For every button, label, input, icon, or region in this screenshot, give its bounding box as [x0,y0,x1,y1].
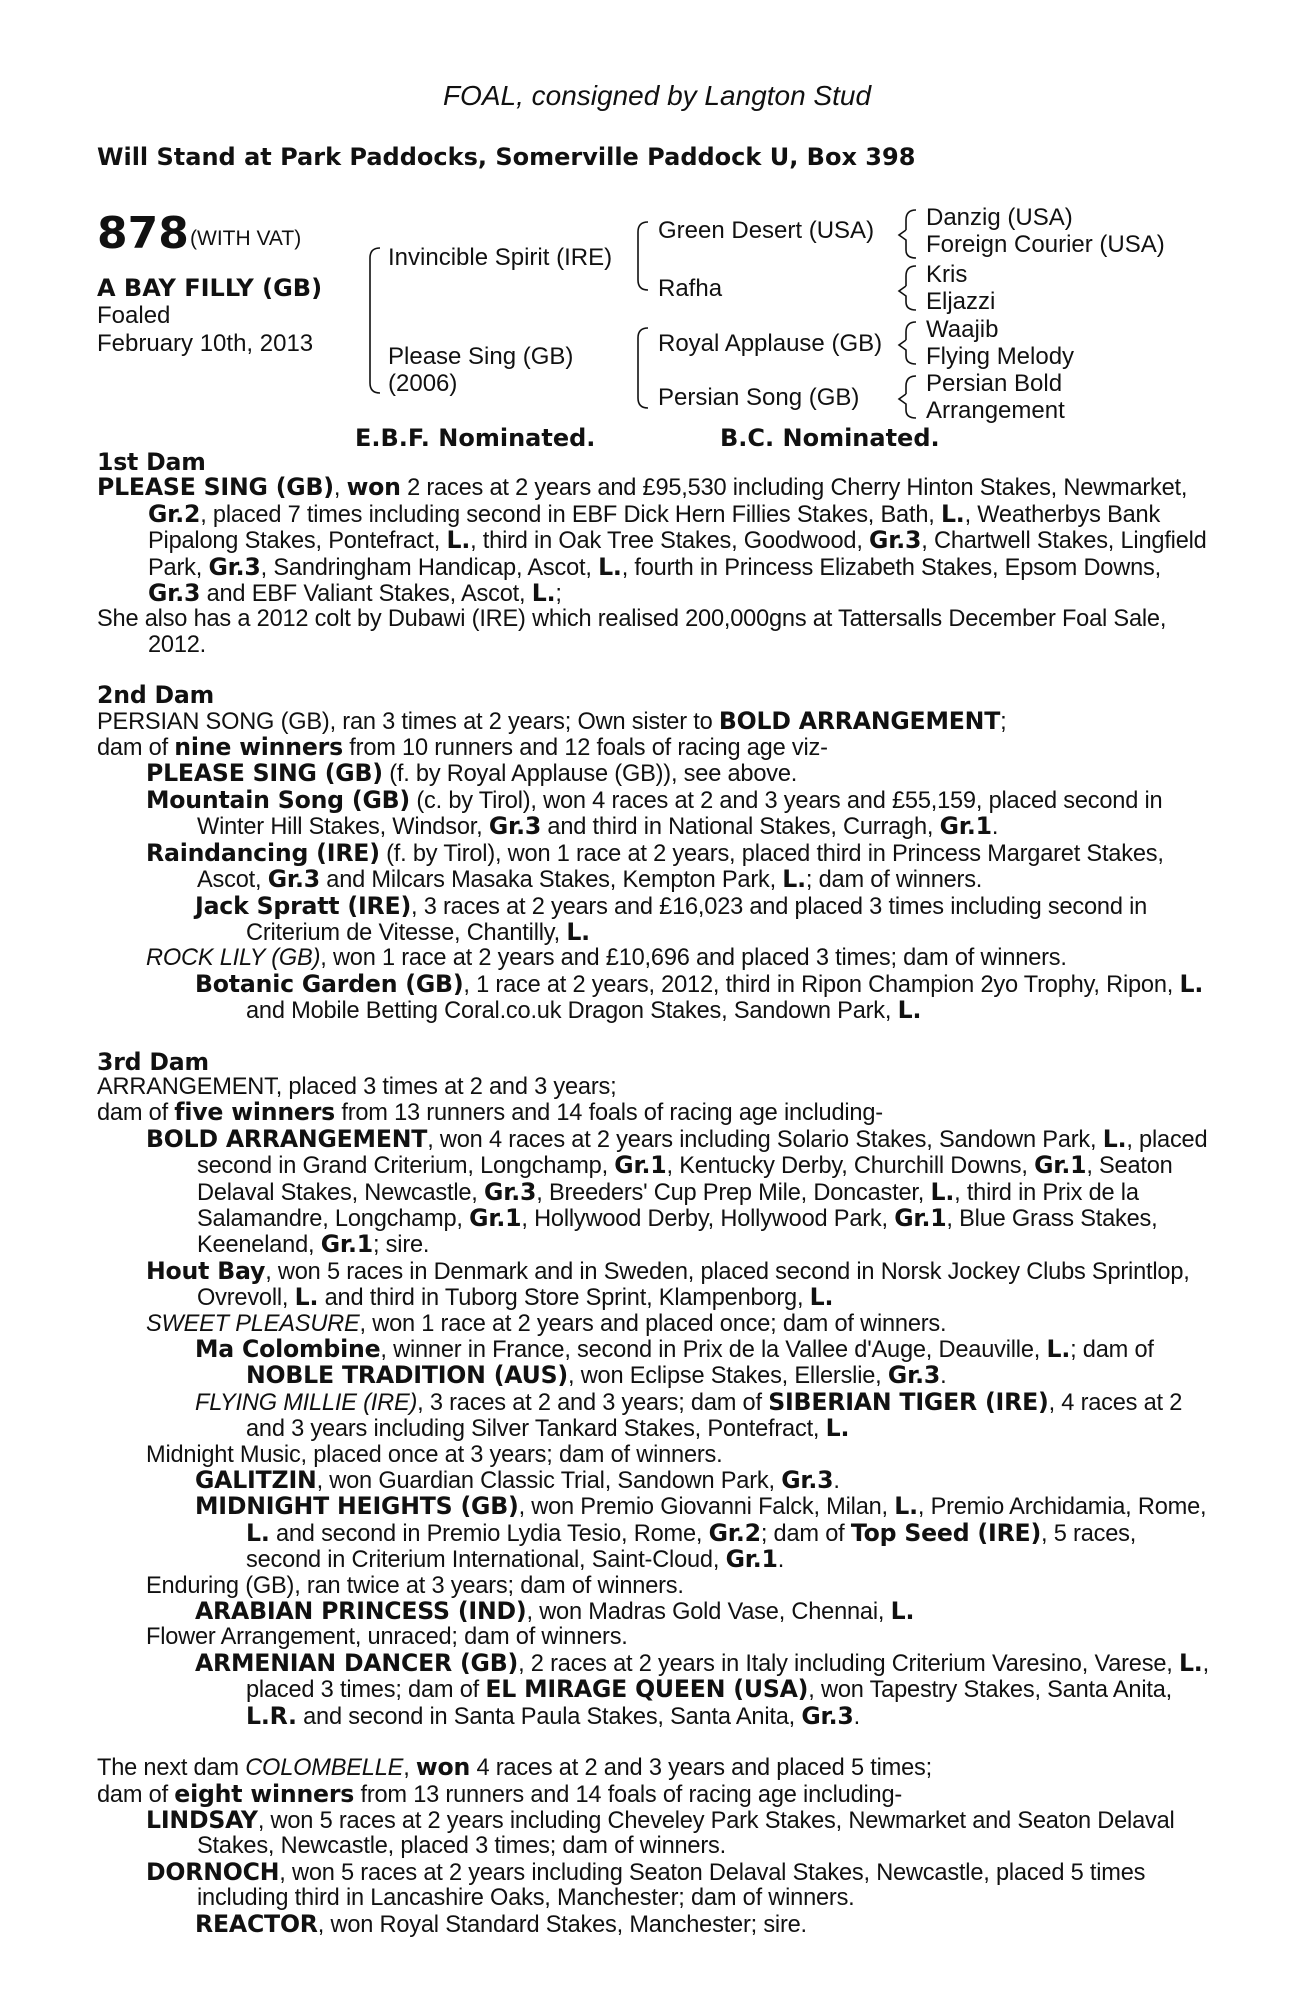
pedigree-ddd: Arrangement [926,397,1065,424]
bracket-sire-parents [638,222,648,290]
produce-record: GALITZIN, won Guardian Classic Trial, Sandown Park, Gr.3. [195,1466,840,1495]
pedigree-sire-dam: Rafha [658,275,723,302]
produce-record: LINDSAY, won 5 races at 2 years including Cheveley Park Stakes, Newmarket and Seaton Delaval Stakes, Newcastle, placed 3 times; dam of winners. [146,1805,1175,1860]
bc-nominated: B.C. Nominated. [720,424,940,452]
ebf-nominated: E.B.F. Nominated. [355,424,596,452]
produce-record: PLEASE SING (GB) (f. by Royal Applause (GB)), see above. [146,759,798,788]
produce-record: MIDNIGHT HEIGHTS (GB), won Premio Giovanni Falck, Milan, L., Premio Archidamia, Rome, L. and second in Premio Lydia Tesio, Rome, Gr.2; dam of Top Seed (IRE), 5 races, second in Criterium International, Saint-Cloud, Gr.1. [195,1492,1207,1574]
pedigree-brackets [0,0,1314,460]
produce-record: Botanic Garden (GB), 1 race at 2 years, 2012, third in Ripon Champion 2yo Trophy, Ripon, L. and Mobile Betting Coral.co.uk Dragon Stakes, Sandown Park, L. [195,969,1204,1025]
produce-record: ARMENIAN DANCER (GB), 2 races at 2 years in Italy including Criterium Varesino, Varese, L., placed 3 times; dam of EL MIRAGE QUEEN (USA), won Tapestry Stakes, Santa Anita, L.R. and second in Santa Paula Stakes, Santa Anita, Gr.3. [195,1648,1209,1730]
produce-record: BOLD ARRANGEMENT, won 4 races at 2 years including Solario Stakes, Sandown Park, L., placed second in Grand Criterium, Longchamp, Gr.1, Kentucky Derby, Churchill Downs, Gr.1, Seaton Delaval Stakes, Newcastle, Gr.3, Breeders' Cup Prep Mile, Doncaster, L., third in Prix de la Salamandre, Longchamp, Gr.1, Hollywood Derby, Hollywood Park, Gr.1, Blue Grass Stakes, Keeneland, Gr.1; sire. [146,1124,1208,1259]
vat-label: (WITH VAT) [190,227,302,250]
produce-record: ROCK LILY (GB), won 1 race at 2 years and £10,696 and placed 3 times; dam of winners. [146,945,1067,972]
catalogue-body [97,450,1217,1938]
pedigree-dss: Waajib [926,316,999,343]
dam-record: dam of eight winners from 13 runners and 14 foals of racing age including- [97,1779,903,1808]
bracket-green-desert [899,210,916,258]
pedigree-sss: Danzig (USA) [926,204,1073,231]
pedigree-dam-sire: Royal Applause (GB) [658,330,883,357]
pedigree-dam-year: (2006) [388,370,458,397]
dam-record: ARRANGEMENT, placed 3 times at 2 and 3 years; [97,1073,617,1100]
stand-location: Will Stand at Park Paddocks, Somerville Paddock U, Box 398 [97,143,916,171]
produce-record: Enduring (GB), ran twice at 3 years; dam of winners. [146,1572,684,1599]
bracket-rafha [899,266,916,310]
foaled-label: Foaled [97,302,171,329]
dam-record: dam of five winners from 13 runners and 14 foals of racing age including- [97,1098,883,1127]
produce-record: Hout Bay, won 5 races in Denmark and in Sweden, placed second in Norsk Jockey Clubs Sprintlop, Ovrevoll, L. and third in Tuborg Store Sprint, Klampenborg, L. [146,1256,1190,1312]
section-heading: 3rd Dam [97,1047,209,1076]
dam-record: dam of nine winners from 10 runners and 12 foals of racing age viz- [97,733,828,762]
produce-record: REACTOR, won Royal Standard Stakes, Manchester; sire. [195,1909,807,1938]
produce-record: Mountain Song (GB) (c. by Tirol), won 4 races at 2 and 3 years and £55,159, placed second in Winter Hill Stakes, Windsor, Gr.3 and third in National Stakes, Curragh, Gr.1. [146,785,1163,841]
produce-record: Jack Spratt (IRE), 3 races at 2 years and £16,023 and placed 3 times including second in Criterium de Vitesse, Chantilly, L. [195,891,1148,946]
bracket-persian-song [899,376,916,418]
pedigree-dsd: Flying Melody [926,343,1075,370]
produce-record: DORNOCH, won 5 races at 2 years including Seaton Delaval Stakes, Newcastle, placed 5 times including third in Lancashire Oaks, Manchester; dam of winners. [146,1857,1146,1912]
bracket-dam-parents [638,328,648,408]
page-title: FOAL, consigned by Langton Stud [442,80,872,111]
section-heading: 2nd Dam [97,681,215,710]
pedigree-sire: Invincible Spirit (IRE) [388,244,613,271]
pedigree-sds: Kris [926,261,968,288]
produce-record: Flower Arrangement, unraced; dam of winners. [146,1624,628,1651]
produce-record: Midnight Music, placed once at 3 years; dam of winners. [146,1441,723,1468]
dam-record: PERSIAN SONG (GB), ran 3 times at 2 years; Own sister to BOLD ARRANGEMENT; [97,706,1007,735]
pedigree-sire-sire: Green Desert (USA) [658,217,875,244]
bracket-royal-applause [899,322,916,364]
pedigree-dds: Persian Bold [926,370,1063,397]
section-heading: 1st Dam [97,448,206,476]
produce-record: FLYING MILLIE (IRE), 3 races at 2 and 3 years; dam of SIBERIAN TIGER (IRE), 4 races at 2 and 3 years including Silver Tankard Stakes, Pontefract, L. [195,1387,1183,1443]
bracket-generation1 [370,248,380,393]
pedigree-sdd: Eljazzi [926,288,996,315]
produce-record: Ma Colombine, winner in France, second in Prix de la Vallee d'Auge, Deauville, L.; dam of NOBLE TRADITION (AUS), won Eclipse Stakes, Ellerslie, Gr.3. [195,1335,1154,1390]
lot-number: 878 [97,208,189,259]
produce-record: ARABIAN PRINCESS (IND), won Madras Gold Vase, Chennai, L. [195,1597,915,1626]
dam-record: She also has a 2012 colt by Dubawi (IRE) which realised 200,000gns at Tattersalls December Foal Sale, 2012. [97,606,1167,658]
dam-record: PLEASE SING (GB), won 2 races at 2 years and £95,530 including Cherry Hinton Stakes, Newmarket, Gr.2, placed 7 times including second in EBF Dick Hern Fillies Stakes, Bath, L., Weatherbys Bank Pipalong Stakes, Pontefract, L., third in Oak Tree Stakes, Goodwood, Gr.3, Chartwell Stakes, Lingfield Park, Gr.3, Sandringham Handicap, Ascot, L., fourth in Princess Elizabeth Stakes, Epsom Downs, Gr.3 and EBF Valiant Stakes, Ascot, L.; [97,473,1207,608]
pedigree-ssd: Foreign Courier (USA) [926,231,1165,258]
pedigree-dam-dam: Persian Song (GB) [658,384,860,411]
lot-description: A BAY FILLY (GB) [97,274,323,302]
produce-record: Raindancing (IRE) (f. by Tirol), won 1 race at 2 years, placed third in Princess Margaret Stakes, Ascot, Gr.3 and Milcars Masaka Stakes, Kempton Park, L.; dam of winners. [146,838,1164,894]
dam-record: The next dam COLOMBELLE, won 4 races at 2 and 3 years and placed 5 times; [97,1753,932,1782]
produce-record: SWEET PLEASURE, won 1 race at 2 years and placed once; dam of winners. [146,1310,947,1337]
foaled-date: February 10th, 2013 [97,330,314,357]
pedigree-dam: Please Sing (GB) [388,343,574,370]
